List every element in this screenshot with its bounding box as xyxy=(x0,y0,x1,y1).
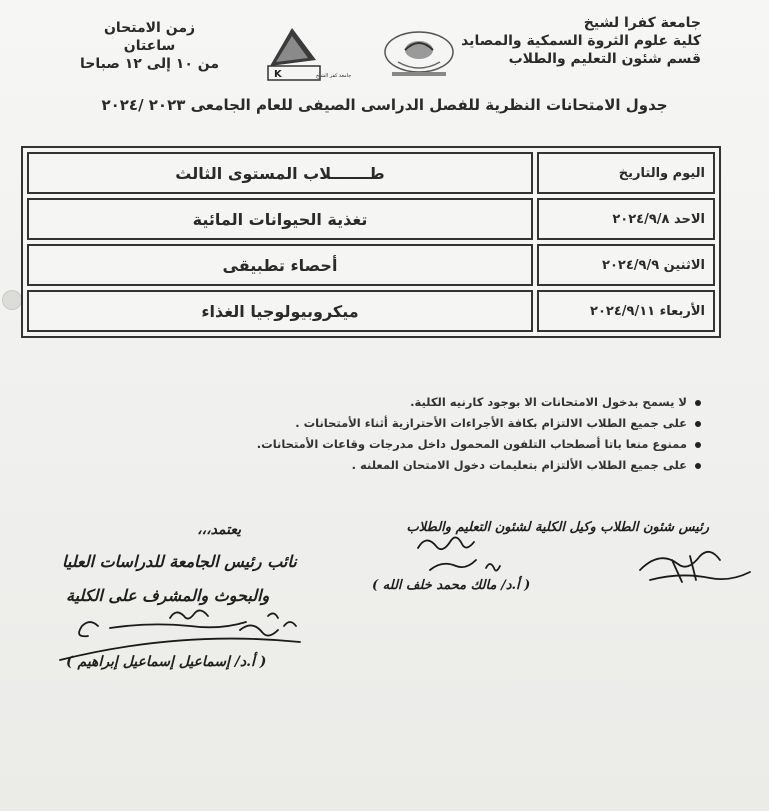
bullet-icon xyxy=(695,463,701,469)
university-header xyxy=(461,14,701,68)
table-header-row xyxy=(27,152,715,194)
approval-label: يعتمد،،، xyxy=(197,522,241,538)
instruction-item: على جميع الطلاب الألتزام بتعليمات دخول الامتحان المعلنه . xyxy=(257,455,701,476)
instruction-item: ممنوع منعا باتا أصطحاب التلفون المحمول داخل مدرجات وقاعات الأمتحانات. xyxy=(257,434,701,455)
row-date: الاحد ٢٠٢٤/٩/٨ xyxy=(537,198,715,240)
exam-time-label: زمن الامتحان xyxy=(103,20,196,36)
table-row xyxy=(27,290,715,332)
row-subject: تغذية الحيوانات المائية xyxy=(27,198,533,240)
logo-letter: K xyxy=(274,69,282,80)
logo-text: جامعة كفر الشيخ xyxy=(316,73,352,79)
bullet-icon xyxy=(695,421,701,427)
instruction-item: على جميع الطلاب الالتزام بكافة الأجراءات الأحترازية أثناء الأمتحانات . xyxy=(257,413,701,434)
faculty-logo xyxy=(378,28,460,80)
date-column-header: اليوم والتاريخ xyxy=(537,152,715,194)
department-name: قسم شئون التعليم والطلاب xyxy=(508,51,701,67)
exam-hours: من ١٠ إلى ١٢ صباحا xyxy=(80,56,220,72)
row-date: الاثنين ٢٠٢٤/٩/٩ xyxy=(537,244,715,286)
instruction-item: لا يسمح بدخول الامتحانات الا بوجود كارنيه الكلية. xyxy=(257,392,701,413)
left-signatory-name: ( أ.د/ إسماعيل إسماعيل إبراهيم ) xyxy=(66,654,267,670)
table-row xyxy=(27,198,715,240)
university-logo xyxy=(262,22,352,82)
faculty-name: كلية علوم الثروة السمكية والمصايد xyxy=(461,33,701,49)
exam-instructions xyxy=(257,392,701,476)
left-signatory-title-line1: نائب رئيس الجامعة للدراسات العليا xyxy=(62,552,297,571)
row-date: الأربعاء ٢٠٢٤/٩/١١ xyxy=(537,290,715,332)
bullet-icon xyxy=(695,442,701,448)
bullet-icon xyxy=(695,400,701,406)
university-name: جامعة كفرا لشيخ xyxy=(583,15,701,31)
page-title: جدول الامتحانات النظرية للفصل الدراسى الصيفى للعام الجامعى ٢٠٢٣ /٢٠٢٤ xyxy=(101,96,668,114)
row-subject: ميكروبيولوجيا الغذاء xyxy=(27,290,533,332)
binder-hole xyxy=(2,290,22,310)
exam-duration: ساعتان xyxy=(123,38,176,54)
right-signatory-name: ( أ.د/ مالك محمد خلف الله ) xyxy=(372,578,531,593)
left-signatory-title-line2: والبحوث والمشرف على الكلية xyxy=(66,586,270,605)
exam-schedule-table xyxy=(21,146,721,338)
table-row xyxy=(27,244,715,286)
row-subject: أحصاء تطبيقى xyxy=(27,244,533,286)
exam-time-info xyxy=(80,18,219,72)
subject-column-header: طـــــــلاب المستوى الثالث xyxy=(27,152,533,194)
right-signatory-title: رئيس شئون الطلاب وكيل الكلية لشئون التعليم والطلاب xyxy=(406,520,709,535)
